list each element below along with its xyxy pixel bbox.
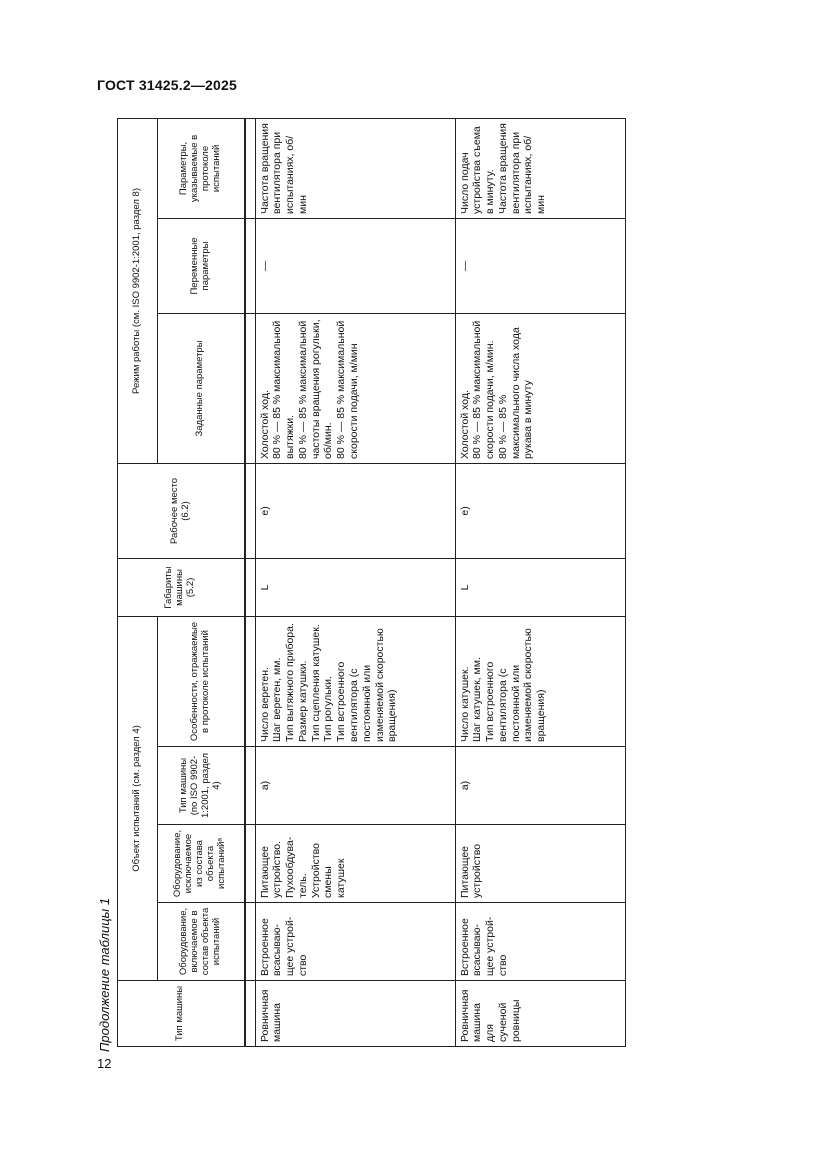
cell-workplace: е)	[255, 463, 455, 558]
col-included: Оборудование, включаемое в состав объекта испытаний	[158, 903, 245, 981]
col-iso-type: Тип машины (по ISO 9902-1:2001, раздел 4)	[158, 747, 245, 825]
cell-features: Число катушек. Шаг катушек, мм. Тип встроенного вентилятора (с постоянной или изменяемой скоростью вращения)	[455, 616, 625, 746]
cell-report-params: Число подач устройства съема в минуту. Частота вращения вентилятора при испытаниях, об/мин	[455, 118, 625, 218]
col-report-params: Параметры, указываемые в протоколе испытаний	[158, 118, 245, 218]
cell-included: Встроенное всасываю-щее устрой-ство	[455, 903, 625, 981]
cell-report-params: Частота вращения вентилятора при испытаниях, об/мин	[255, 118, 455, 218]
cell-set-params: Холостой ход. 80 % — 85 % максимальной скорости подачи, м/мин. 80 % — 85 % максимального числа хода рукава в минуту	[455, 313, 625, 463]
cell-set-params: Холостой ход. 80 % — 85 % максимальной вытяжки. 80 % — 85 % максимальной частоты вращения рогульки, об/мин. 80 % — 85 % максимальной скорости подачи, м/мин	[255, 313, 455, 463]
cell-workplace: е)	[455, 463, 625, 558]
table-row	[255, 118, 455, 1046]
page-number: 12	[97, 1056, 112, 1071]
cell-var-params: —	[255, 218, 455, 313]
table-caption: Продолжение таблицы 1	[97, 897, 112, 1052]
cell-iso-type: а)	[255, 747, 455, 825]
spec-table	[117, 118, 626, 1047]
cell-dimensions: L	[455, 558, 625, 616]
col-test-object: Объект испытаний (см. раздел 4)	[118, 616, 158, 980]
header-separator	[245, 118, 256, 1046]
cell-features: Число веретен. Шаг веретен, мм. Тип вытяжного прибора. Размер катушки. Тип сцепления катушек. Тип рогульки. Тип встроенного вентилятора (с постоянной или изменяемой скоростью вращения)	[255, 616, 455, 746]
cell-machine-type: Ровничная машина для сученой ровницы	[455, 981, 625, 1047]
col-dimensions: Габариты машины (5.2)	[118, 558, 245, 616]
rotated-table-wrapper	[117, 119, 637, 1047]
col-machine-type: Тип машины	[118, 981, 245, 1047]
cell-excluded: Питающее устройство	[455, 825, 625, 903]
cell-dimensions: L	[255, 558, 455, 616]
col-workplace: Рабочее место (6.2)	[118, 463, 245, 558]
table-row	[455, 118, 625, 1046]
col-set-params: Заданные параметры	[158, 313, 245, 463]
col-features: Особенности, отражаемые в протоколе испытаний	[158, 616, 245, 746]
col-excluded: Оборудование, исключаемое из состава объекта испытанийᵃ	[158, 825, 245, 903]
cell-machine-type: Ровничная машина	[255, 981, 455, 1047]
cell-excluded: Питающее устройство. Пухоoбдува-тель. Устройство смены катушек	[255, 825, 455, 903]
cell-iso-type: а)	[455, 747, 625, 825]
document-header: ГОСТ 31425.2—2025	[97, 77, 237, 93]
cell-var-params: —	[455, 218, 625, 313]
col-mode: Режим работы (см. ISO 9902-1:2001, раздел 8)	[118, 118, 158, 463]
cell-included: Встроенное всасываю-щее устрой-ство	[255, 903, 455, 981]
col-var-params: Переменные параметры	[158, 218, 245, 313]
